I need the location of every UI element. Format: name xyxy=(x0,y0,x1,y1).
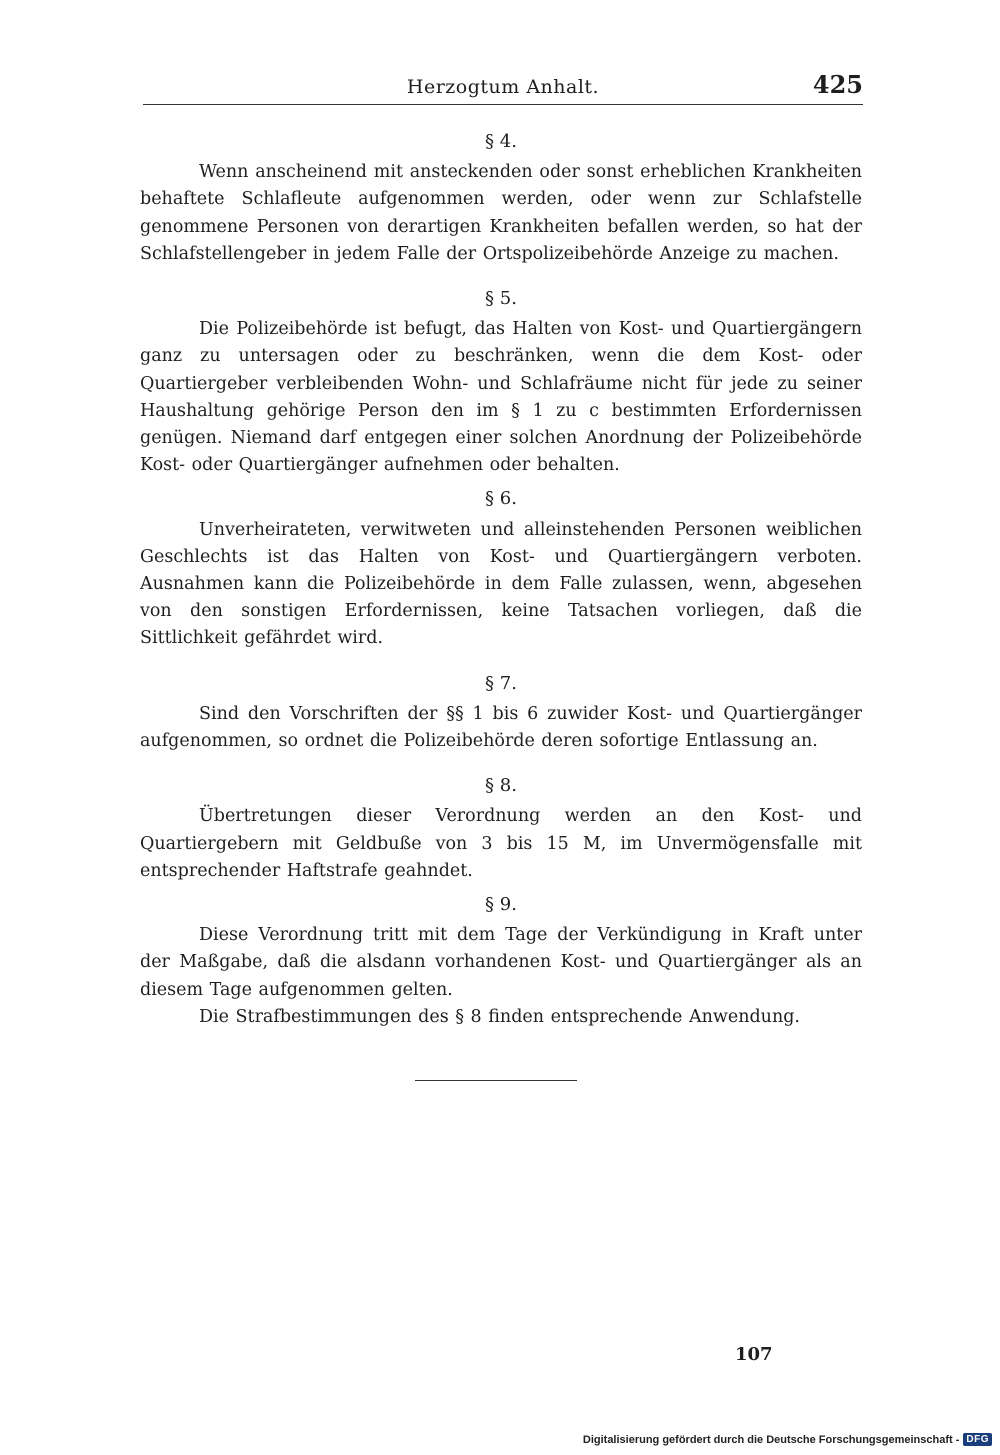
digitization-footer xyxy=(583,1433,992,1446)
section-heading: § 4. xyxy=(485,131,517,152)
footer-credit: Digitalisierung gefördert durch die Deutsche Forschungsgemeinschaft - xyxy=(582,1433,960,1446)
page-number: 425 xyxy=(812,70,863,99)
section-paragraph: Diese Verordnung tritt mit dem Tage der Verkündigung in Kraft unter der Maßgabe, daß die alsdann vorhandenen Kost- und Quartiergänger als an diesem Tage aufgenommen gelten. xyxy=(140,925,862,1000)
section-7 xyxy=(140,670,862,756)
section-9 xyxy=(140,891,862,1031)
section-paragraph: Wenn anscheinend mit ansteckenden oder sonst erheblichen Krankheiten behaftete Schlafleute aufgenommen werden, oder wenn zur Schlafstelle genommene Personen von derartigen Krankheiten befallen werden, so hat der Schlafstellengeber in jedem Falle der Ortspolizeibehörde Anzeige zu machen. xyxy=(140,162,862,264)
section-heading: § 5. xyxy=(485,288,517,310)
section-paragraph: Unverheirateten, verwitweten und alleinstehenden Personen weiblichen Geschlechts ist das Halten von Kost- und Quartiergängern verboten. Ausnahmen kann die Polizeibehörde in dem Falle zulassen, wenn, abgesehen von den sonstigen Erfordernissen, keine Tatsachen vorliegen, daß die Sittlichkeit gefährdet wird. xyxy=(140,519,862,649)
section-heading: § 6. xyxy=(485,488,517,510)
section-paragraph: Übertretungen dieser Verordnung werden an den Kost- und Quartiergebern mit Geldbuße von 3 bis 15 M, im Unvermögensfalle mit entsprechender Haftstrafe geahndet. xyxy=(140,806,862,881)
sheet-number: 107 xyxy=(735,1344,773,1365)
section-paragraph: Sind den Vorschriften der §§ 1 bis 6 zuwider Kost- und Quartiergänger aufgenommen, so ordnet die Polizeibehörde deren sofortige Entlassung an. xyxy=(140,703,862,752)
closing-rule xyxy=(415,1080,577,1081)
section-heading: § 7. xyxy=(485,672,517,694)
dfg-logo-icon: DFG xyxy=(963,1433,992,1446)
section-paragraph: Die Polizeibehörde ist befugt, das Halten von Kost- und Quartiergängern ganz zu untersagen oder zu beschränken, wenn die dem Kost- oder Quartiergeber verbleibenden Wohn- und Schlafräume nicht für jede zu seiner Haushaltung gehörige Person den im § 1 zu c bestimmten Erfordernissen genügen. Niemand darf entgegen einer solchen Anordnung der Polizeibehörde Kost- oder Quartiergänger aufnehmen oder behalten. xyxy=(140,319,862,476)
section-4 xyxy=(140,128,862,268)
header-title: Herzogtum Anhalt. xyxy=(406,76,600,98)
section-6 xyxy=(140,485,862,652)
section-paragraph: Die Strafbestimmungen des § 8 finden entsprechende Anwendung. xyxy=(199,1006,800,1027)
header-rule xyxy=(143,104,863,105)
section-5 xyxy=(140,285,862,479)
body-text xyxy=(140,128,862,1048)
section-8 xyxy=(140,772,862,885)
section-heading: § 9. xyxy=(485,894,517,916)
running-header xyxy=(143,70,863,102)
section-heading: § 8. xyxy=(485,775,517,797)
